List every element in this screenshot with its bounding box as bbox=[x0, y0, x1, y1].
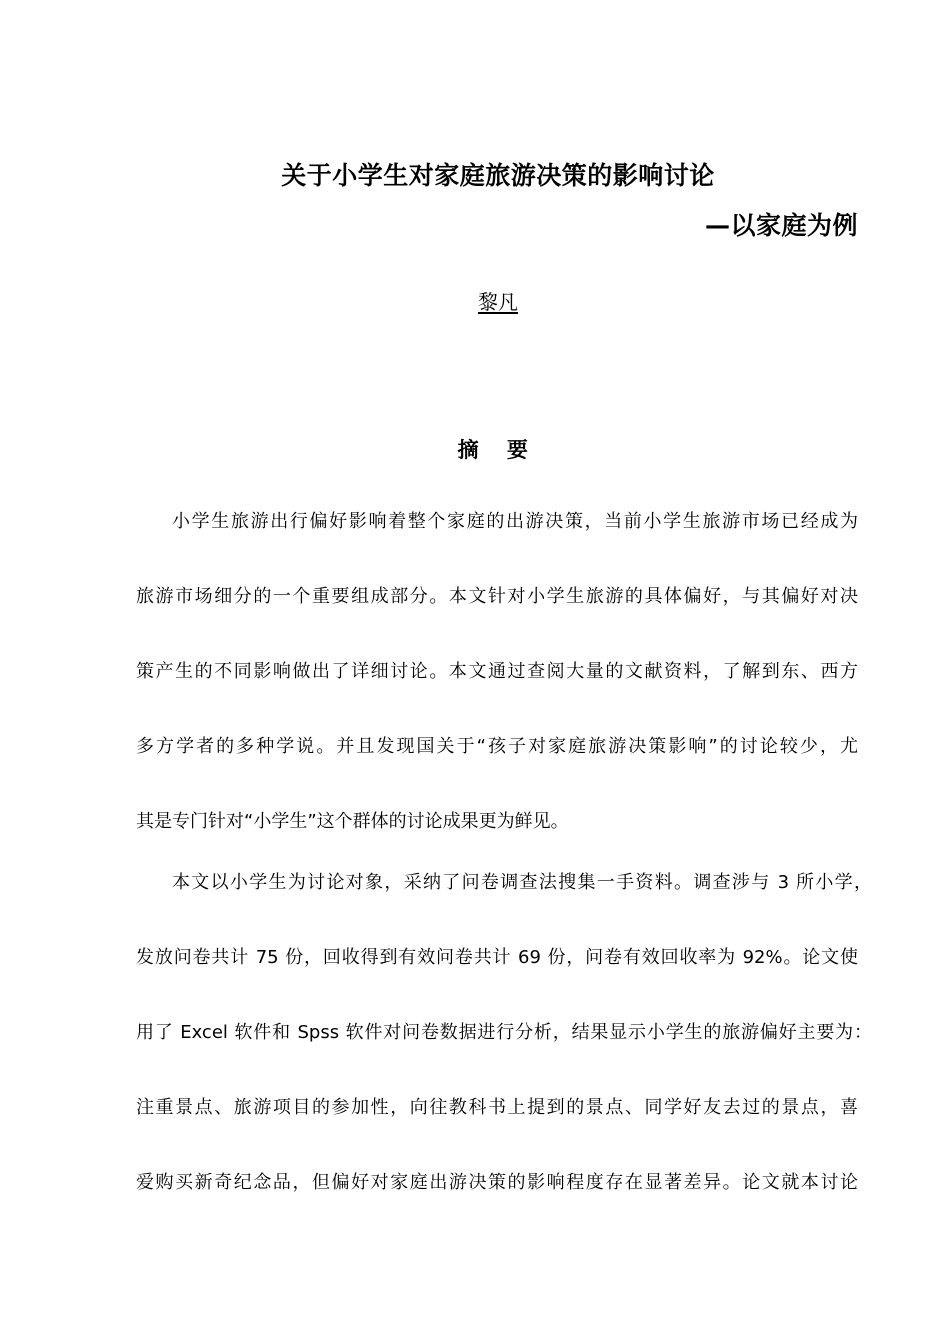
abstract-p1-line-1: 小学生旅游出行偏好影响着整个家庭的出游决策，当前小学生旅游市场已经成为 bbox=[172, 511, 858, 532]
document-title: 关于小学生对家庭旅游决策的影响讨论 bbox=[281, 161, 715, 190]
abstract-p1-line-5: 其是专门针对“小学生”这个群体的讨论成果更为鲜见。 bbox=[136, 811, 569, 832]
abstract-p2-line-1: 本文以小学生为讨论对象，采纳了问卷调查法搜集一手资料。调查涉与 3 所小学， bbox=[172, 872, 872, 893]
abstract-p1-line-2: 旅游市场细分的一个重要组成部分。本文针对小学生旅游的具体偏好，与其偏好对决 bbox=[136, 586, 858, 607]
abstract-p1-line-3: 策产生的不同影响做出了详细讨论。本文通过查阅大量的文献资料，了解到东、西方 bbox=[136, 661, 858, 682]
document-subtitle: —以家庭为例 bbox=[704, 211, 858, 240]
abstract-p2-line-2: 发放问卷共计 75 份，回收得到有效问卷共计 69 份，问卷有效回收率为 92%。论文使 bbox=[136, 947, 858, 968]
abstract-p2-line-3: 用了 Excel 软件和 Spss 软件对问卷数据进行分析，结果显示小学生的旅游偏好主要为： bbox=[136, 1022, 872, 1043]
author-line bbox=[0, 286, 950, 315]
abstract-heading: 摘 要 bbox=[457, 438, 539, 462]
abstract-p2-line-5: 爱购买新奇纪念品，但偏好对家庭出游决策的影响程度存在显著差异。论文就本讨论 bbox=[136, 1172, 858, 1193]
author-name: 黎凡 bbox=[478, 290, 518, 314]
abstract-p1-line-4: 多方学者的多种学说。并且发现国关于“孩子对家庭旅游决策影响”的讨论较少，尤 bbox=[136, 736, 858, 757]
abstract-p2-line-4: 注重景点、旅游项目的参加性，向往教科书上提到的景点、同学好友去过的景点，喜 bbox=[136, 1097, 858, 1118]
